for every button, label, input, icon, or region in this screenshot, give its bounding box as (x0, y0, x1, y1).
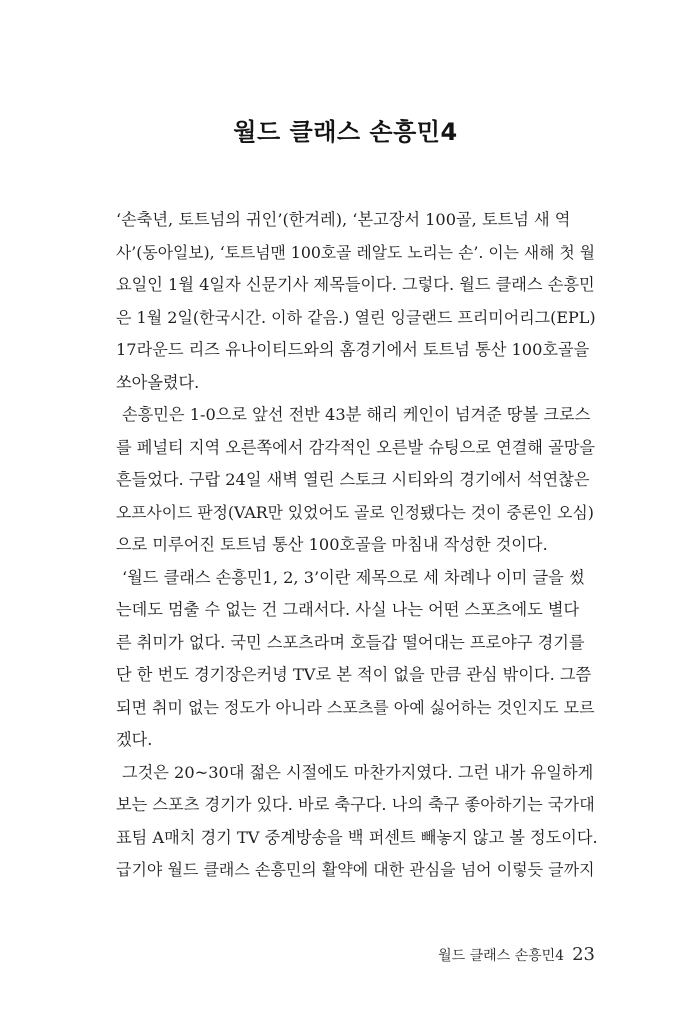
text-line: 손흥민은 1-0으로 앞선 전반 43분 해리 케인이 넘겨준 땅볼 크로스 (122, 405, 591, 424)
page-number: 23 (572, 944, 595, 965)
text-line: 쏘아올렸다. (116, 372, 200, 392)
text-line: 사’(동아일보), ‘토트넘맨 100호골 레알도 노리는 손’. 이는 새해 첫 월 (116, 242, 596, 262)
text-line: 으로 미루어진 토트넘 통산 100호골을 마침내 작성한 것이다. (116, 535, 548, 554)
chapter-title: 월드 클래스 손흥민4 (233, 118, 458, 146)
text-line: 그것은 20~30대 젊은 시절에도 마찬가지였다. 그런 내가 유일하게 (122, 762, 594, 782)
text-line: ‘월드 클래스 손흥민1, 2, 3’이란 제목으로 세 차례나 이미 글을 썼 (122, 567, 585, 587)
text-line: 17라운드 리즈 유나이티드와의 홈경기에서 토트넘 통산 100호골을 (116, 340, 590, 359)
text-line: 은 1월 2일(한국시간. 이하 같음.) 열린 잉글랜드 프리미어리그(EPL) (116, 307, 596, 327)
running-title: 월드 클래스 손흥민4 (438, 948, 565, 964)
text-line: 보는 스포츠 경기가 있다. 바로 축구다. 나의 축구 좋아하기는 국가대 (116, 795, 595, 814)
text-line: 단 한 번도 경기장은커녕 TV로 본 적이 없을 만큼 관심 밖이다. 그쯤 (116, 665, 592, 684)
text-line: 는데도 멈출 수 없는 건 그래서다. 사실 나는 어떤 스포츠에도 별다 (116, 600, 580, 619)
text-line: 요일인 1월 4일자 신문기사 제목들이다. 그렇다. 월드 클래스 손흥민 (116, 275, 595, 294)
text-line: 급기야 월드 클래스 손흥민의 활약에 대한 관심을 넘어 이렇듯 글까지 (116, 860, 595, 879)
page-footer (438, 942, 595, 969)
text-line: 겠다. (116, 730, 153, 749)
text-line: ‘손축년, 토트넘의 귀인’(한겨레), ‘본고장서 100골, 토트넘 새 역 (116, 210, 571, 229)
text-line: 흔들었다. 구랍 24일 새벽 열린 스토크 시티와의 경기에서 석연찮은 (116, 470, 590, 489)
text-line: 표팀 A매치 경기 TV 중계방송을 백 퍼센트 빼놓지 않고 볼 정도이다. (116, 827, 598, 847)
text-line: 른 취미가 없다. 국민 스포츠라며 호들갑 떨어대는 프로야구 경기를 (116, 632, 585, 652)
text-line: 되면 취미 없는 정도가 아니라 스포츠를 아예 싫어하는 것인지도 모르 (116, 697, 595, 717)
body-text (116, 204, 598, 887)
text-line: 오프사이드 판정(VAR만 있었어도 골로 인정됐다는 것이 중론인 오심) (116, 502, 594, 522)
text-line: 를 페널티 지역 오른쪽에서 감각적인 오른발 슈팅으로 연결해 골망을 (116, 437, 596, 457)
